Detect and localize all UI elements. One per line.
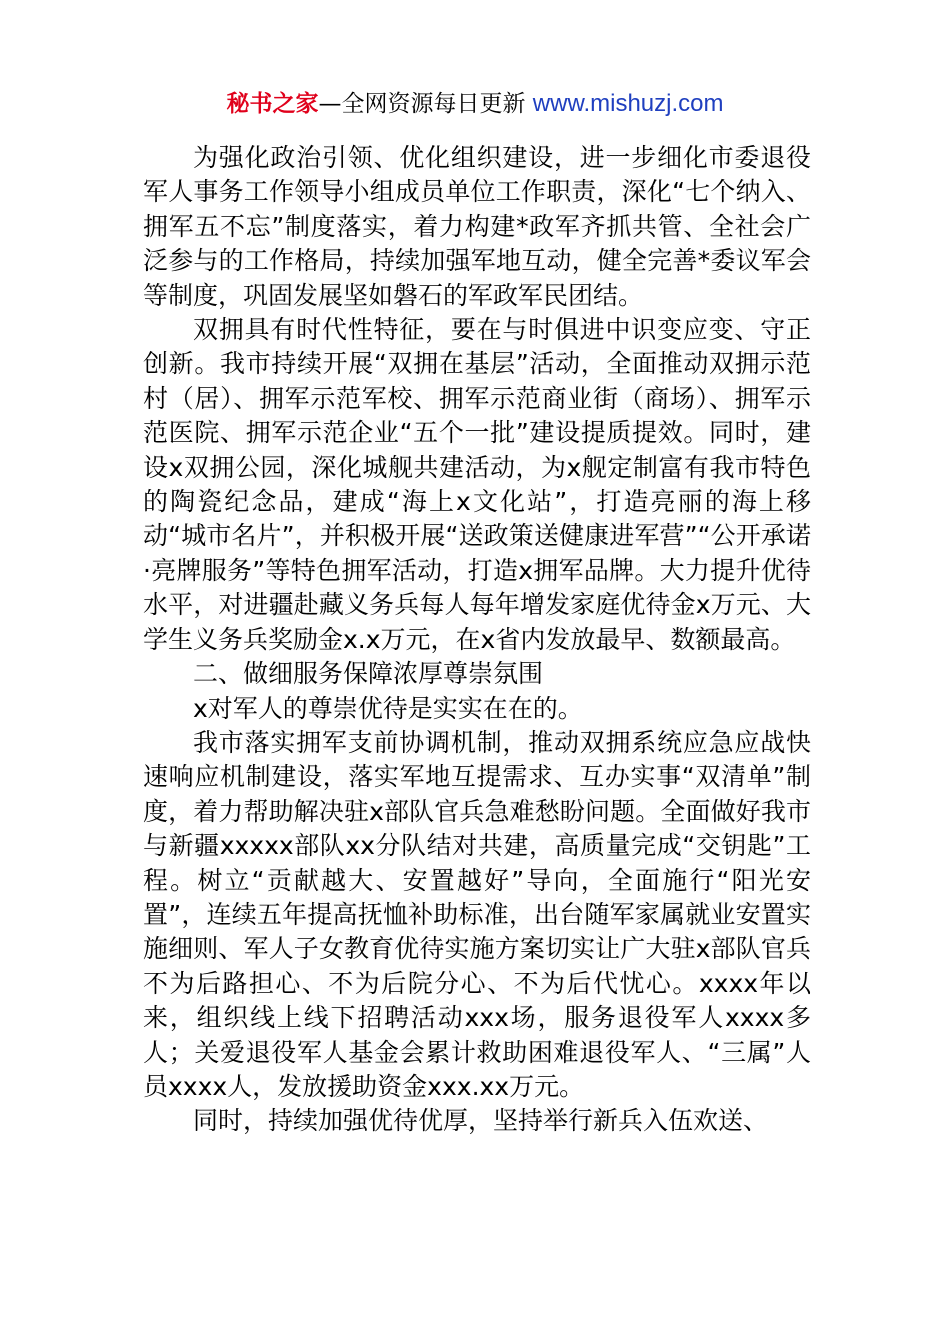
page-header: [0, 88, 950, 120]
brand-name: 秘书之家: [226, 91, 319, 117]
paragraph-4: 我市落实拥军支前协调机制，推动双拥系统应急应战快速响应机制建设，落实军地互提需求、互办实事“双清单”制度，着力帮助解决驻x部队官兵急难愁盼问题。全面做好我市与新疆xxxxx部队xx分队结对共建，高质量完成“交钥匙”工程。树立“贡献越大、安置越好”导向，全面施行“阳光安置”，连续五年提高抚恤补助标准，出台随军家属就业安置实施细则、军人子女教育优待实施方案切实让广大驻x部队官兵不为后路担心、不为后院分心、不为后代忧心。xxxx年以来，组织线上线下招聘活动xxx场，服务退役军人xxxx多人；关爱退役军人基金会累计救助困难退役军人、“三属”人员xxxx人，发放援助资金xxx.xx万元。: [143, 727, 811, 1101]
header-tagline: —全网资源每日更新: [318, 91, 526, 117]
paragraph-3: x对军人的尊崇优待是实实在在的。: [193, 693, 583, 723]
paragraph-5: 同时，持续加强优待优厚，坚持举行新兵入伍欢送、: [193, 1106, 769, 1136]
document-body: [143, 141, 811, 1139]
paragraph-2: 双拥具有时代性特征，要在与时俱进中识变应变、守正创新。我市持续开展“双拥在基层”活动，全面推动双拥示范村（居）、拥军示范军校、拥军示范商业街（商场）、拥军示范医院、拥军示范企业“五个一批”建设提质提效。同时，建设x双拥公园，深化城舰共建活动，为x舰定制富有我市特色的陶瓷纪念品，建成“海上x文化站”，打造亮丽的海上移动“城市名片”，并积极开展“送政策送健康进军营”“公开承诺·亮牌服务”等特色拥军活动，打造x拥军品牌。大力提升优待水平，对进疆赴藏义务兵每人每年增发家庭优待金x万元、大学生义务兵奖励金x.x万元，在x省内发放最早、数额最高。: [143, 315, 811, 654]
paragraph-1: 为强化政治引领、优化组织建设，进一步细化市委退役军人事务工作领导小组成员单位工作职责，深化“七个纳入、拥军五不忘”制度落实，着力构建*政军齐抓共管、全社会广泛参与的工作格局，持续加强军地互动，健全完善*委议军会等制度，巩固发展坚如磐石的军政军民团结。: [143, 143, 811, 310]
section-heading: 二、做细服务保障浓厚尊崇氛围: [193, 659, 544, 689]
site-url[interactable]: www.mishuzj.com: [532, 90, 724, 117]
